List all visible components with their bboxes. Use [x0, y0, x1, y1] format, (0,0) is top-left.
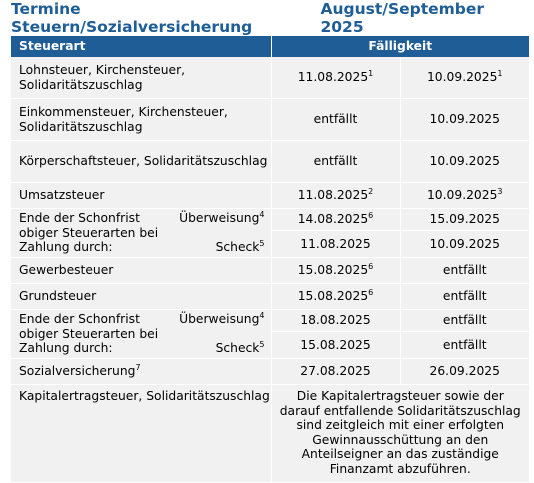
row-label: Gewerbesteuer — [11, 258, 271, 284]
table-row — [11, 99, 529, 141]
page-title: Termine Steuern/Sozialversicherung — [11, 0, 253, 36]
table-row — [11, 284, 529, 310]
payment-method-transfer: Überweisung$^4$ — [179, 311, 265, 327]
due-date-august: entfällt — [271, 99, 400, 141]
due-date-september: 10.09.2025 — [400, 99, 529, 141]
due-date-august: 15.08.2025$^6$ — [271, 284, 400, 310]
table-row — [11, 310, 529, 332]
table-row — [11, 258, 529, 284]
row-label: Einkommensteuer, Kirchensteuer, Solidaritätszuschlag — [11, 99, 271, 141]
table-row — [11, 183, 529, 209]
period-title: August/September 2025 — [320, 0, 485, 36]
due-date-august: 15.08.2025$^6$ — [271, 258, 400, 284]
due-date-september: 26.09.2025 — [400, 359, 529, 385]
schonfrist-label: Ende der Schonfrist obiger Steuerarten bei Zahlung durch: — [19, 211, 159, 255]
row-label: Kapitalertragsteuer, Solidaritätszuschlag — [11, 385, 271, 483]
row-label: Grundsteuer — [11, 284, 271, 310]
schonfrist-label: Ende der Schonfrist obiger Steuerarten bei Zahlung durch: — [19, 312, 159, 356]
due-date-september: 10.09.2025$^3$ — [400, 183, 529, 209]
grace-date-transfer-september: entfällt — [400, 310, 529, 332]
schonfrist-cell — [11, 209, 271, 258]
tax-dates-table — [11, 36, 529, 483]
table-row — [11, 141, 529, 183]
grace-date-transfer-september: 15.09.2025 — [400, 209, 529, 231]
payment-method-cheque: Scheck$^5$ — [215, 239, 265, 255]
row-label: Sozialversicherung$^7$ — [11, 359, 271, 385]
grace-date-cheque-august: 11.08.2025 — [271, 231, 400, 258]
due-date-august: 27.08.2025 — [271, 359, 400, 385]
table-row — [11, 209, 529, 231]
due-date-september: 10.09.2025$^1$ — [400, 57, 529, 99]
due-date-september: entfällt — [400, 258, 529, 284]
kapitalertrag-note: Die Kapitalertragsteuer sowie der darauf entfallende Solidaritätszuschlag sind zeitgleich mit einer erfolgten Gewinnausschüttung an den Anteilseigner an das zuständige Finanzamt abzuführen. — [271, 385, 529, 483]
table-row — [11, 57, 529, 99]
grace-date-cheque-september: 10.09.2025 — [400, 231, 529, 258]
grace-date-transfer-august: 18.08.2025 — [271, 310, 400, 332]
row-label: Körperschaftsteuer, Solidaritätszuschlag — [11, 141, 271, 183]
table-row — [11, 385, 529, 483]
row-label: Lohnsteuer, Kirchensteuer, Solidaritätszuschlag — [11, 57, 271, 99]
grace-date-transfer-august: 14.08.2025$^6$ — [271, 209, 400, 231]
page-header — [11, 0, 528, 36]
column-header-steuerart: Steuerart — [11, 36, 271, 57]
due-date-august: 11.08.2025$^1$ — [271, 57, 400, 99]
table-row — [11, 359, 529, 385]
grace-date-cheque-august: 15.08.2025 — [271, 332, 400, 359]
due-date-september: entfällt — [400, 284, 529, 310]
table-header-row — [11, 36, 529, 57]
row-label: Umsatzsteuer — [11, 183, 271, 209]
due-date-august: entfällt — [271, 141, 400, 183]
schonfrist-cell — [11, 310, 271, 359]
column-header-faelligkeit: Fälligkeit — [271, 36, 529, 57]
due-date-august: 11.08.2025$^2$ — [271, 183, 400, 209]
due-date-september: 10.09.2025 — [400, 141, 529, 183]
payment-method-cheque: Scheck$^5$ — [215, 340, 265, 356]
payment-method-transfer: Überweisung$^4$ — [179, 210, 265, 226]
grace-date-cheque-september: entfällt — [400, 332, 529, 359]
